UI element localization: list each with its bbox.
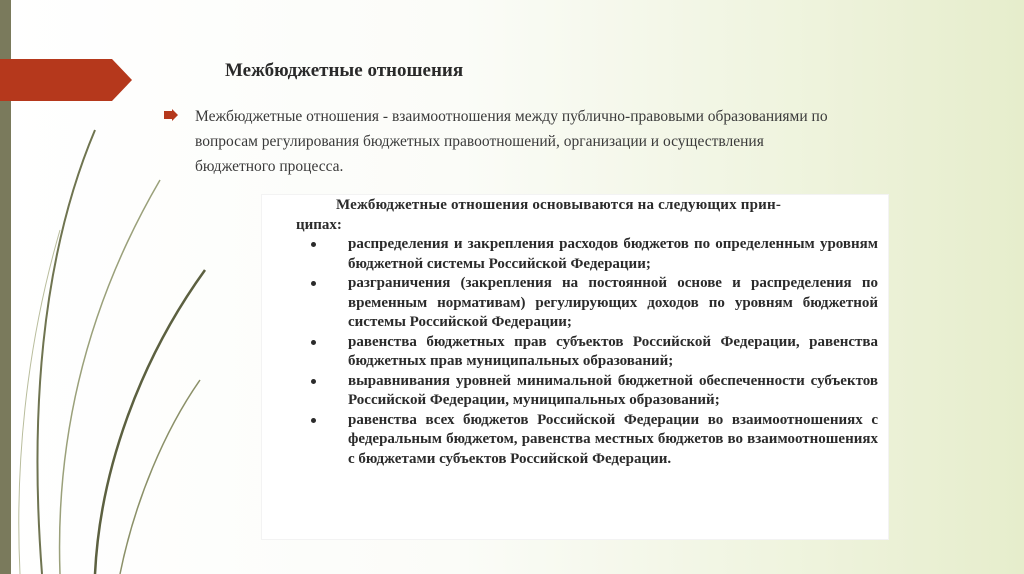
title-arrow-banner bbox=[0, 59, 132, 101]
scan-intro-line1: Межбюджетные отношения основываются на следующих прин- bbox=[336, 197, 782, 213]
bullet-arrow-icon bbox=[164, 109, 178, 121]
bullet-dot-icon bbox=[311, 281, 316, 286]
definition-text: Межбюджетные отношения - взаимоотношения между публично-правовыми образованиями по вопросам регулирования бюджетных правоотношений, организации и осуществления бюджетного процесса. bbox=[195, 108, 828, 175]
bullet-dot-icon bbox=[311, 242, 316, 247]
list-item: разграничения (закрепления на постоянной основе и распределения по временным нормативам) регулирующих доходов по уровням бюджетной системы Российской Федерации; bbox=[308, 274, 878, 333]
principles-list bbox=[308, 235, 878, 469]
bullet-dot-icon bbox=[311, 418, 316, 423]
bullet-dot-icon bbox=[311, 340, 316, 345]
list-item: распределения и закрепления расходов бюджетов по определенным уровням бюджетной системы Российской Федерации; bbox=[308, 235, 878, 274]
slide-title: Межбюджетные отношения bbox=[225, 60, 464, 81]
scan-intro-line2: ципах: bbox=[296, 217, 342, 233]
bullet-dot-icon bbox=[311, 379, 316, 384]
list-item: равенства всех бюджетов Российской Федерации во взаимоотношениях с федеральным бюджетом, равенства местных бюджетов во взаимоотношениях с бюджетами субъектов Российской Федерации. bbox=[308, 411, 878, 470]
scanned-text-image bbox=[262, 195, 888, 539]
list-item: выравнивания уровней минимальной бюджетной обеспеченности субъектов Российской Федерации, муниципальных образований; bbox=[308, 372, 878, 411]
list-item: равенства бюджетных прав субъектов Российской Федерации, равенства бюджетных прав муниципальных образований; bbox=[308, 333, 878, 372]
